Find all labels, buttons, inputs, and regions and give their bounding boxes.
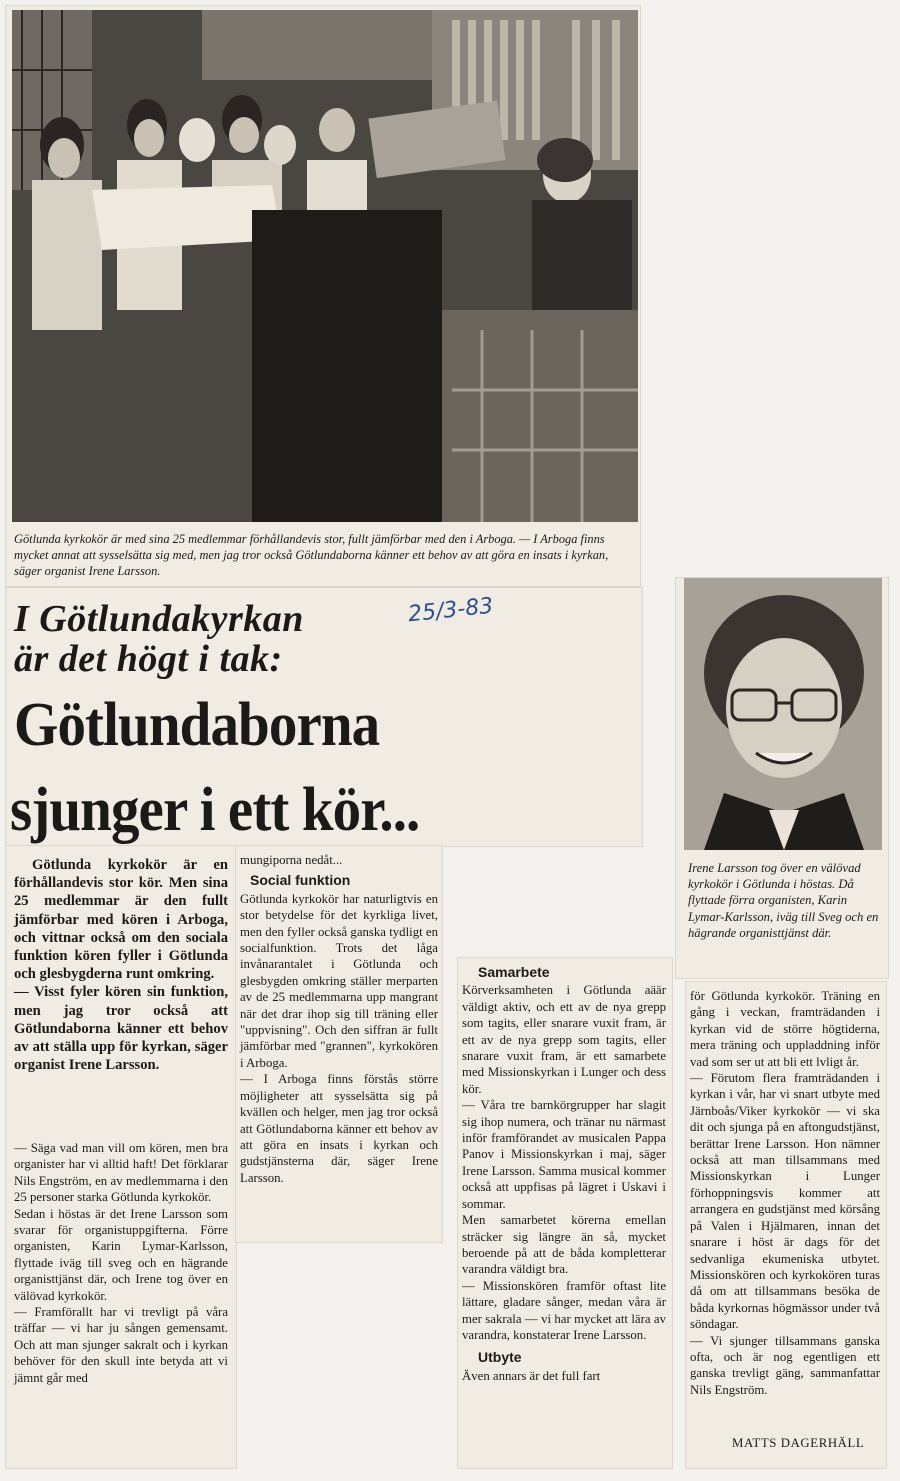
column-3-body — [462, 960, 666, 1384]
column-2-paragraph: — I Arboga finns förstås större möjligheter att sysselsätta sig på kvällen och helger, men jag tror också att Götlundaborna känner ett behov av att göra en insats i kyrkan och gudstjänsterna där, säger Irene Larsson. — [240, 1072, 438, 1185]
column-3-paragraph: — Missionskören framför oftast lite lättare, gladare sånger, medan våra är mer sakrala — vi har mycket att lära av varandra, konstaterar Irene Larsson. — [462, 1278, 666, 1342]
lead-quote: — Visst fyler kören sin funktion, men jag tror också att Götlundaborna känner ett behov av att ställa upp för kyrkan, säger organist Irene Larsson. — [14, 984, 228, 1074]
column-3-paragraph: — Våra tre barnkörgrupper har slagit sig ihop numera, och tränar nu närmast inför framförandet av musicalen Pappa Panov i Missionskyrkan i maj, säger Irene Larsson. Samma musical kommer också att uppfisas på lägret i Uskavi i sommar. — [462, 1098, 666, 1211]
lead-text: Götlunda kyrkokör är en förhållandevis stor kör. Men sina 25 medlemmar är den fullt jämförbar med kören i Arboga, och vittnar också om den sociala funktion kören fyller i Götlunda och glesbygderna runt omkring. — [14, 857, 228, 983]
portrait-photo — [684, 578, 882, 850]
choir-photo-illustration — [12, 10, 638, 522]
portrait-illustration — [684, 578, 882, 850]
column-1-paragraph: — Framförallt har vi trevligt på våra träffar — vi har ju sången gemensamt. Och att man sjunger sakralt och i kyrkan behöver för den skull inte betyda att vi jämnt går med — [14, 1305, 228, 1385]
column-4-paragraph: för Götlunda kyrkokör. Träning en gång i veckan, framträdanden i kyrkan vid de större högtiderna, mera träning och uppladdning inför vad som ser ut att bli ett lvligt år. — [690, 989, 880, 1069]
headline-line-4: sjunger i ett kör... — [10, 776, 420, 844]
headline-line-3: Götlundaborna — [14, 691, 380, 759]
headline-line-1: I Götlundakyrkan — [14, 598, 304, 640]
column-4-body — [690, 988, 880, 1398]
column-3-paragraph: Men samarbetet körerna emellan sträcker sig längre än så, mycket beroende på att de båda kompletterar varandra väldigt bra. — [462, 1213, 666, 1277]
column-1-paragraph: Sedan i höstas är det Irene Larsson som svarar för organistuppgifterna. Förre organisten, Karin Lymar-Karlsson, flyttade iväg till sveg och en hägrande organisttjänst där, och Irene tog över en välövad kyrkokör. — [14, 1206, 228, 1303]
samarbete-heading: Samarbete — [478, 964, 550, 980]
column-4-paragraph: — Förutom flera framträdanden i kyrkan i vår, har vi snart utbyte med Järnboås/Viker kyrkokör — vi ska dit och sjunga på en aftongudstjänst, berättar Irene Larsson. Hon nämner också att man tillsammans med Missionskyrkan i Lunger förhoppningsvis kommer att arrangera en gudstjänst med körsång på Valen i Hjälmaren, innan det snarare i höst är dags för det sedvanliga ekumeniska utbytet. Missionskören och kyrkokören turas då om att tillsammans besöka de båda kyrkornas högmässor under två söndagar. — [690, 1071, 880, 1332]
column-2-intro: mungiporna nedåt... — [240, 853, 343, 867]
photo-caption: Götlunda kyrkokör är med sina 25 medlemmar förhållandevis stor, fullt jämförbar med den i Arboga. — I Arboga finns mycket annat att sysselsätta sig med, men jag tror också Götlundaborna känner ett behov av att göra en insats i kyrkan, säger organist Irene Larsson. — [14, 532, 609, 578]
column-2-paragraph: Götlunda kyrkokör har naturligtvis en stor betydelse för det kyrkliga livet, men den fyller också ganska tydligt en socialfunktion. Trots det låga invånarantalet i Götlunda och glesbygden omkring ställer merparten av de 25 medlemmarna upp mangrant när det drar ihop sig till träning eller "uppvisning". Och den siffran är fullt jämförbar med "grannen", kyrkokören i Arboga. — [240, 891, 438, 1070]
column-1-body — [14, 1140, 228, 1386]
column-1-paragraph: — Säga vad man vill om kören, men bra organister har vi alltid haft! Det förklarar Nils Engström, en av medlemmarna i den 25 personer starka Götlunda kyrkokör. — [14, 1141, 228, 1205]
choir-photo — [12, 10, 638, 522]
lead-paragraph — [14, 856, 228, 1074]
utbyte-heading: Utbyte — [478, 1349, 522, 1366]
column-2-body — [240, 852, 438, 1186]
handwritten-date: 25/3-83 — [406, 593, 495, 628]
column-3-paragraph: Körverksamheten i Götlunda aäär väldigt aktiv, och ett av de nya grepp som tagits, eller snarare vuxit fram, är ett av de nya grepp som tagits, eller snarare vuxit fram, är ett samarbete med Missionskyrkan i Lunger och dess kör. — [462, 983, 666, 1096]
portrait-caption: Irene Larsson tog över en välövad kyrkokör i Götlunda i höstas. Då flyttade förra organisten, Karin Lymar-Karlsson, iväg till Sveg och en hägrande organisttjänst där. — [688, 861, 879, 940]
headline-line-2: är det högt i tak: — [14, 638, 283, 680]
byline: MATTS DAGERHÄLL — [732, 1436, 865, 1450]
social-funktion-heading: Social funktion — [250, 872, 351, 889]
column-3-end: Även annars är det full fart — [462, 1368, 601, 1383]
column-4-paragraph: — Vi sjunger tillsammans ganska ofta, och är nog egentligen ett ganska trevligt gäng, sammanfattar Nils Engström. — [690, 1333, 880, 1397]
